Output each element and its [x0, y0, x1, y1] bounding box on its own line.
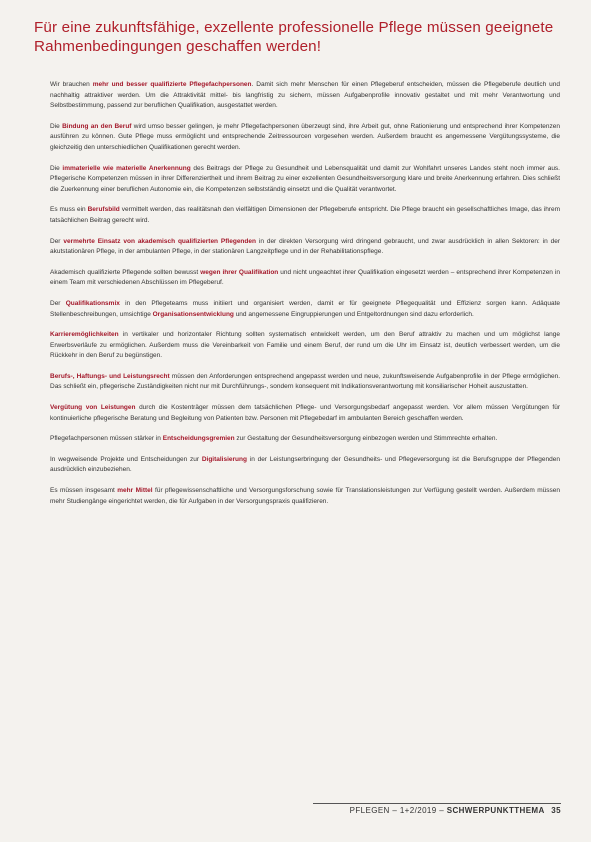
- paragraph: [50, 372, 560, 393]
- highlight-phrase: Berufs-, Haftungs- und Leistungsrecht: [50, 372, 170, 380]
- paragraph: [50, 205, 560, 226]
- text-run: . Damit sich mehr Menschen für einen Pflegeberuf entscheiden, müssen die Pflegeberufe deutlich und nachhaltig attraktiver werden. Um die Attraktivität mittel- bis langfristig zu sichern, müssen Aufgabenprofile innovativ gestaltet und mit mehr Verantwortung und Selbstbestimmung, passend zur beruflichen Qualifikation, ausgestattet werden.: [50, 81, 560, 110]
- text-run: Der: [50, 299, 66, 307]
- text-run: zur Gestaltung der Gesundheitsversorgung einbezogen werden und Stimmrechte erhalten.: [234, 435, 498, 443]
- text-run: Die: [50, 122, 63, 130]
- text-run: durch die Kostenträger müssen dem tatsächlichen Pflege- und Versorgungsbedarf angepasst werden. Vor allem müssen Vergütungen für kontinuierliche pflegerische Beratung und Begleitung von Patienten bzw. Personen mit Pflegebedarf im ambulanten Bereich geschaffen werden.: [50, 404, 560, 422]
- highlight-phrase: Karrieremöglichkeiten: [50, 331, 119, 339]
- footer-section: SCHWERPUNKTTHEMA: [446, 806, 545, 815]
- paragraph: [50, 455, 560, 476]
- highlight-phrase: wegen ihrer Qualifikation: [200, 268, 279, 276]
- text-run: Es müssen insgesamt: [50, 487, 118, 495]
- text-run: Akademisch qualifizierte Pflegende sollten bewusst: [50, 268, 201, 276]
- paragraph: [50, 122, 560, 154]
- highlight-phrase: Berufsbild: [87, 206, 120, 214]
- text-run: für pflegewissenschaftliche und Versorgungsforschung sowie für Translationsleistungen zur Verfügung gestellt werden. Außerdem müssen mehr Studiengänge eingerichtet werden, die für Aufgaben in der Versorgungspraxis qualifizieren.: [50, 487, 561, 505]
- paragraph: [50, 268, 560, 289]
- highlight-phrase: Bindung an den Beruf: [62, 122, 132, 130]
- text-run: Pflegefachpersonen müssen stärker in: [50, 435, 163, 443]
- highlight-phrase: Vergütung von Leistungen: [50, 404, 136, 412]
- paragraph: [50, 403, 560, 424]
- page-title: Für eine zukunftsfähige, exzellente professionelle Pflege müssen geeignete Rahmenbedingungen geschaffen werden!: [34, 19, 554, 55]
- highlight-phrase: mehr Mittel: [117, 487, 153, 495]
- text-run: in der Leistungserbringung der Gesundheits- und Pflegeversorgung ist die Berufsgruppe der Pflegenden ausdrücklich einzubeziehen.: [50, 455, 560, 474]
- text-run: Wir brauchen: [50, 81, 93, 88]
- text-run: In wegweisende Projekte und Entscheidungen zur: [50, 455, 202, 463]
- article-body: [50, 80, 560, 517]
- text-run: und angemessene Eingruppierungen und Entgeltordnungen sind dazu erforderlich.: [233, 310, 474, 318]
- text-run: in vertikaler und horizontaler Richtung sollten systematisch entwickelt werden, um den Beruf attraktiv zu machen und um möglichst lange Erwerbsverläufe zu ermöglichen. Außerdem muss die Vereinbarkeit von Familie und einem Beruf, der rund um die Uhr im Einsatz ist, deutlich verbessert werden, um die Rückkehr in den Beruf zu begünstigen.: [50, 331, 560, 360]
- text-run: des Beitrags der Pflege zu Gesundheit und Lebensqualität und damit zur Wohlfahrt unseres Landes steht noch immer aus. Pflegerische Kompetenzen müssen in ihrer Differenziertheit und ihrem Beitrag zu einer exzellenten Gesundheitsversorgung klare und breite Anerkennung erfahren. Dies schließt die Zuerkennung einer beruflichen Autonomie ein, die Kompetenzen selbstständig einsetzt und die Qualität verantwortet.: [50, 164, 560, 193]
- highlight-phrase: immaterielle wie materielle Anerkennung: [62, 164, 191, 172]
- page-number: 35: [551, 806, 561, 815]
- text-run: Der: [50, 237, 64, 245]
- highlight-phrase: Organisationsentwicklung: [152, 310, 234, 318]
- footer-journal: PFLEGEN – 1+2/2019 –: [349, 806, 445, 815]
- highlight-phrase: vermehrte Einsatz von akademisch qualifizierten Pflegenden: [63, 237, 256, 245]
- text-run: in den Pflegeteams muss initiiert und organisiert werden, damit er für geeignete Pflegequalität und Effizienz sorgen kann. Adäquate Stellenbeschreibungen, umsichtige: [50, 299, 561, 318]
- highlight-phrase: mehr und besser qualifizierte Pflegefachpersonen: [92, 81, 252, 88]
- text-run: Es muss ein: [50, 206, 88, 214]
- highlight-phrase: Entscheidungsgremien: [162, 435, 235, 443]
- text-run: vermittelt werden, das realitätsnah den vielfältigen Dimensionen der Pflegeberufe entspricht. Die Pflege braucht ein gesellschaftliches Image, das ihrem tatsächlichen Beitrag gerecht wird.: [50, 206, 560, 224]
- highlight-phrase: Qualifikationsmix: [65, 299, 120, 307]
- text-run: müssen den Anforderungen entsprechend angepasst werden und neue, zukunftsweisende Aufgabenprofile in der Pflege ermöglichen. Das schließt ein, pflegerische Zuständigkeiten nicht nur mit Durchführungs-, sondern konsequent mit Indikationsverantwortung mit konsiliarischer Hoheit auszustatten.: [50, 372, 561, 391]
- paragraph: [50, 486, 560, 507]
- paragraph: [50, 330, 560, 362]
- text-run: in der direkten Versorgung wird dringend gebraucht, und zwar ausdrücklich in allen Sektoren: in der akutstationären Pflege, in der ambulanten Pflege, in der stationären Langzeitpflege und in der Rehabilitationspflege.: [50, 237, 560, 256]
- paragraph: [50, 237, 560, 258]
- text-run: Die: [50, 164, 63, 172]
- paragraph: [50, 434, 560, 445]
- paragraph: [50, 80, 560, 112]
- text-run: wird umso besser gelingen, je mehr Pflegefachpersonen überzeugt sind, ihre Arbeit gut, ohne Rationierung und entsprechend ihrer Kompetenzen ausführen zu können. Gute Pflege muss ermöglicht und entsprechende Zeitressourcen vorgesehen werden. Außerdem braucht es angemessene Vergütungssysteme, die gleichzeitig den unterschiedlichen Qualifikationen gerecht werden.: [50, 122, 560, 151]
- text-run: und nicht ungeachtet ihrer Qualifikation eingesetzt werden – entsprechend ihrer Kompetenzen in einem Team mit verschiedenen Abschlüssen im Pflegeberuf.: [50, 268, 560, 287]
- paragraph: [50, 164, 560, 196]
- highlight-phrase: Digitalisierung: [201, 455, 247, 463]
- paragraph: [50, 299, 560, 320]
- page-footer: [313, 803, 561, 815]
